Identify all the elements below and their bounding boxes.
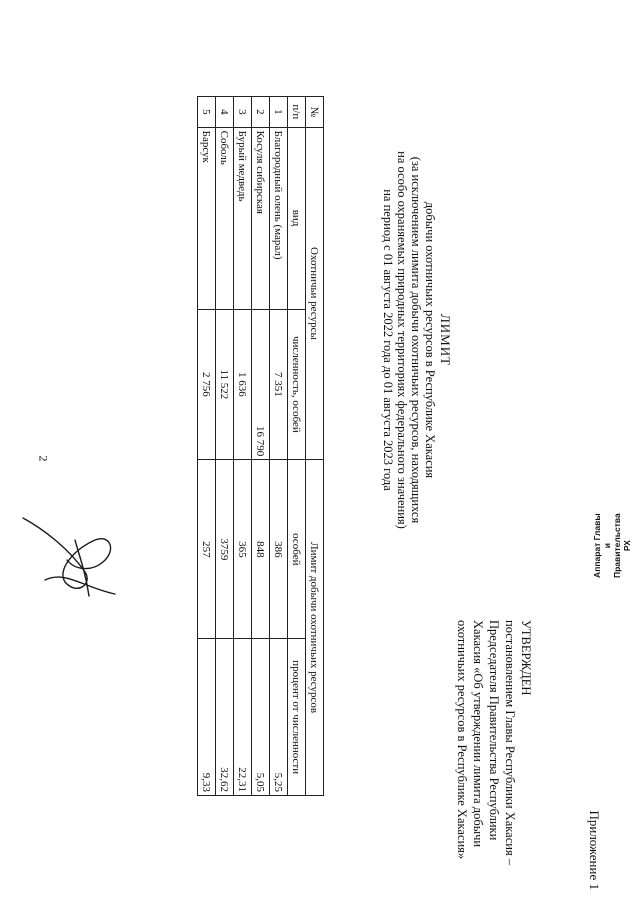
- row-individuals: 365: [234, 460, 252, 639]
- handwritten-signature: [15, 510, 125, 600]
- title-line-1: добычи охотничьих ресурсов в Республике Хакасия: [423, 201, 437, 479]
- office-stamp: [592, 513, 632, 578]
- approved-line-4: охотничьих ресурсов в Республике Хакасия»: [455, 620, 469, 860]
- document-title-block: [381, 150, 452, 530]
- row-number: 1: [270, 97, 288, 128]
- row-count: 16 790: [252, 309, 270, 460]
- approved-line-3: Хакасия «Об утверждении лимита добычи: [471, 620, 485, 848]
- row-kind: Косуля сибирская: [252, 127, 270, 309]
- approval-block: [454, 620, 602, 890]
- table-row: [216, 97, 234, 796]
- header-number: [306, 97, 324, 128]
- header-percent: процент от численности: [288, 639, 306, 796]
- stamp-line-2: и Правительства РХ: [602, 513, 632, 578]
- row-count: 7 351: [270, 309, 288, 460]
- appendix-label: Приложение 1: [587, 810, 602, 890]
- row-individuals: 386: [270, 460, 288, 639]
- row-individuals: 257: [198, 460, 216, 639]
- approved-header: УТВЕРЖДЕН: [519, 620, 533, 696]
- table-row: [270, 97, 288, 796]
- header-kind: вид: [288, 127, 306, 309]
- approved-line-1: постановлением Главы Республики Хакасия –: [503, 620, 517, 866]
- stamp-line-1: Аппарат Главы: [592, 513, 602, 578]
- row-kind: Барсук: [198, 127, 216, 309]
- rotated-page-content: [0, 10, 620, 890]
- row-count: 1 636: [234, 309, 252, 460]
- document-title: ЛИМИТ: [438, 313, 453, 367]
- table-header-row: [306, 97, 324, 796]
- row-percent: 32,62: [216, 639, 234, 796]
- row-percent: 5,25: [270, 639, 288, 796]
- row-number: 5: [198, 97, 216, 128]
- row-count: 11 522: [216, 309, 234, 460]
- limits-table: [197, 96, 324, 796]
- row-count: 2 756: [198, 309, 216, 460]
- title-line-4: на период с 01 августа 2022 года до 01 августа 2023 года: [381, 189, 395, 491]
- row-kind: Благородный олень (марал): [270, 127, 288, 309]
- row-number: 4: [216, 97, 234, 128]
- row-percent: 22,31: [234, 639, 252, 796]
- approved-line-2: Председателя Правительства Республики: [487, 620, 501, 841]
- row-number: 3: [234, 97, 252, 128]
- row-kind: Соболь: [216, 127, 234, 309]
- row-individuals: 3759: [216, 460, 234, 639]
- header-count: численность, особей: [288, 309, 306, 460]
- table-row: [252, 97, 270, 796]
- row-percent: 5,05: [252, 639, 270, 796]
- row-number: 2: [252, 97, 270, 128]
- row-percent: 9,33: [198, 639, 216, 796]
- row-kind: Бурый медведь: [234, 127, 252, 309]
- row-individuals: 848: [252, 460, 270, 639]
- table-subheader-row: [288, 97, 306, 796]
- table-row: [234, 97, 252, 796]
- table-row: [198, 97, 216, 796]
- page-number: 2: [36, 455, 51, 462]
- title-line-3: на особо охраняемых природных территориях федерального значения): [395, 151, 409, 529]
- header-number-pp: п/п: [288, 97, 306, 128]
- header-resources: Охотничьи ресурсы: [306, 127, 324, 460]
- header-individuals: особей: [288, 460, 306, 639]
- title-line-2: (за исключением лимита добычи охотничьих ресурсов, находящихся: [409, 156, 423, 524]
- header-limit: Лимит добычи охотничьих ресурсов: [306, 460, 324, 796]
- header-number-sign: №: [308, 106, 321, 118]
